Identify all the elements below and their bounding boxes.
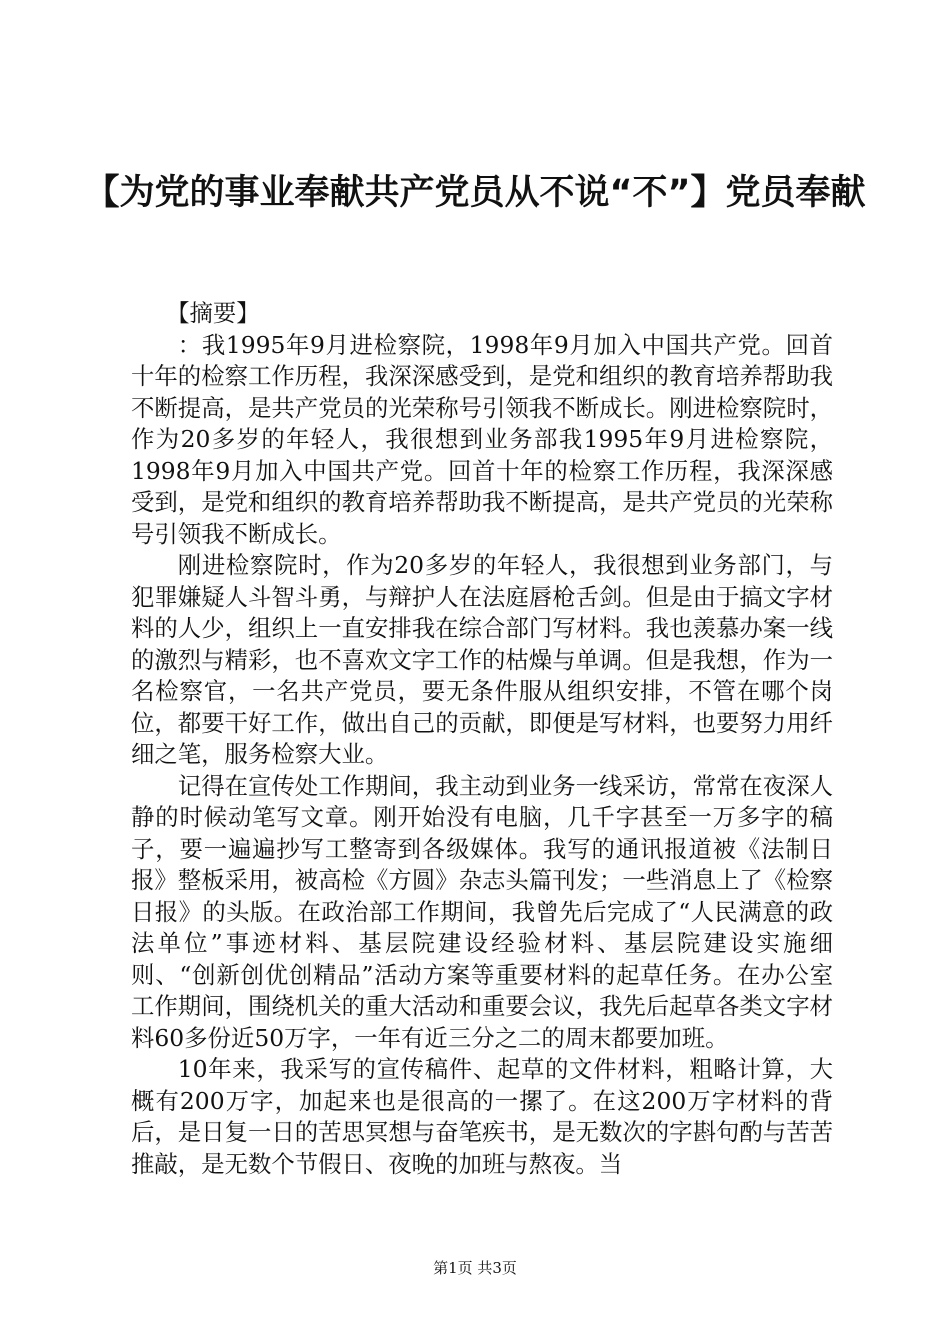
paragraph: ：我1995年9月进检察院，1998年9月加入中国共产党。回首十年的检察工作历程，我深深感受到，是党和组织的教育培养帮助我不断提高，是共产党员的光荣称号引领我不断成长。刚进检察院时，作为20多岁的年轻人，我很想到业务部我1995年9月进检察院，1998年9月加入中国共产党。回首十年的检察工作历程，我深深感受到，是党和组织的教育培养帮助我不断提高，是共产党员的光荣称号引领我不断成长。 xyxy=(131,330,833,548)
abstract-label: 【摘要】 xyxy=(166,299,260,327)
document-title: 【为党的事业奉献共产党员从不说“不”】党员奉献 xyxy=(84,173,866,213)
page-footer: 第1页 共3页 xyxy=(433,1259,517,1277)
document-body xyxy=(131,298,833,1180)
paragraph: 记得在宣传处工作期间，我主动到业务一线采访，常常在夜深人静的时候动笔写文章。刚开始没有电脑，几千字甚至一万多字的稿子，要一遍遍抄写工整寄到各级媒体。我写的通讯报道被《法制日报》整板采用，被高检《方圆》杂志头篇刊发；一些消息上了《检察日报》的头版。在政治部工作期间，我曾先后完成了“人民满意的政法单位”事迹材料、基层院建设经验材料、基层院建设实施细则、“创新创优创精品”活动方案等重要材料的起草任务。在办公室工作期间，围绕机关的重大活动和重要会议，我先后起草各类文字材料60多份近50万字，一年有近三分之二的周末都要加班。 xyxy=(131,771,833,1052)
paragraph: 10年来，我采写的宣传稿件、起草的文件材料，粗略计算，大概有200万字，加起来也是很高的一摞了。在这200万字材料的背后，是日复一日的苦思冥想与奋笔疾书，是无数次的字斟句酌与苦苦推敲，是无数个节假日、夜晚的加班与熬夜。当 xyxy=(131,1055,833,1178)
paragraph: 刚进检察院时，作为20多岁的年轻人，我很想到业务部门，与犯罪嫌疑人斗智斗勇，与辩护人在法庭唇枪舌剑。但是由于搞文字材料的人少，组织上一直安排我在综合部门写材料。我也羡慕办案一线的激烈与精彩，也不喜欢文字工作的枯燥与单调。但是我想，作为一名检察官，一名共产党员，要无条件服从组织安排，不管在哪个岗位，都要干好工作，做出自己的贡献，即便是写材料，也要努力用纤细之笔，服务检察大业。 xyxy=(131,551,833,768)
